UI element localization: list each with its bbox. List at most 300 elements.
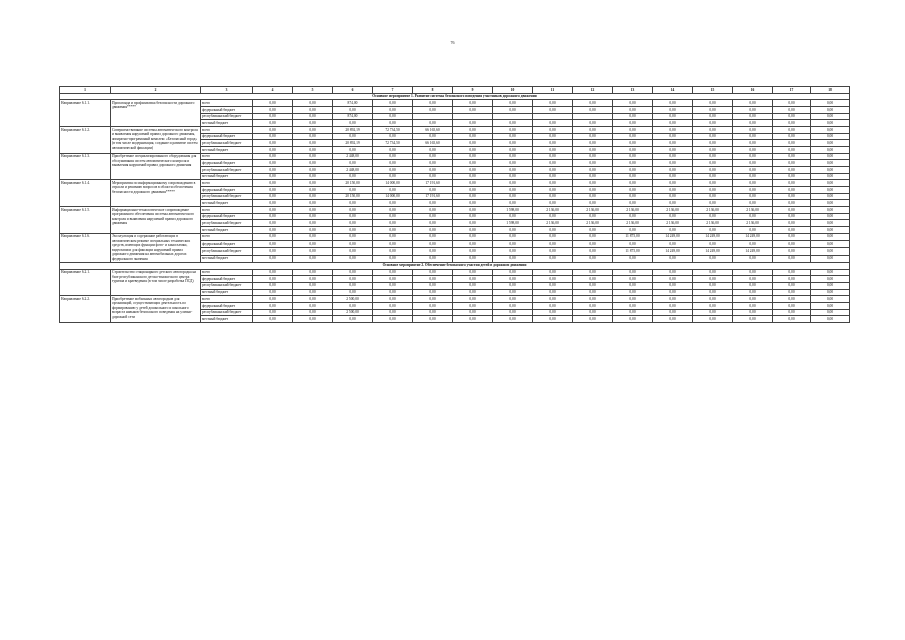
direction-name: Информационно-технологическое сопровождение программного обеспечения системы автоматического контроля и выявления нарушений правил дорожного движения — [111, 207, 201, 234]
value-cell: 0,00 — [253, 276, 293, 283]
value-cell: 0,00 — [693, 180, 733, 187]
value-cell: 0,00 — [493, 133, 533, 140]
value-cell: 0,00 — [733, 187, 773, 194]
value-cell: 0,00 — [373, 187, 413, 194]
value-cell: 0,00 — [333, 282, 373, 289]
value-cell: 0,00 — [613, 302, 653, 309]
value-cell: 0,00 — [413, 173, 453, 180]
column-header: 10 — [493, 87, 533, 94]
value-cell: 0,00 — [493, 180, 533, 187]
value-cell: 0,00 — [693, 147, 733, 154]
value-cell: 0,00 — [373, 220, 413, 227]
value-cell: 0,00 — [293, 113, 333, 120]
value-cell: 2 136,00 — [533, 220, 573, 227]
value-cell: 0,00 — [693, 213, 733, 220]
value-cell: 0,00 — [253, 127, 293, 134]
value-cell: 0,00 — [773, 213, 811, 220]
value-cell: 20 150,00 — [333, 193, 373, 200]
value-cell: 0,00 — [413, 187, 453, 194]
value-cell: 0,00 — [811, 213, 850, 220]
value-cell: 0,00 — [453, 269, 493, 276]
value-cell: 0,00 — [811, 120, 850, 127]
value-cell: 0,00 — [733, 276, 773, 283]
value-cell: 2 136,00 — [613, 207, 653, 214]
value-cell: 0,00 — [293, 133, 333, 140]
value-cell: 0,00 — [413, 233, 453, 240]
value-cell: 0,00 — [453, 133, 493, 140]
column-header: 12 — [573, 87, 613, 94]
value-cell: 0,00 — [533, 316, 573, 323]
value-cell: 0,00 — [653, 167, 693, 174]
value-cell: 0,00 — [293, 248, 333, 255]
value-cell: 0,00 — [693, 255, 733, 262]
table-row — [60, 127, 850, 134]
value-cell: 0,00 — [493, 147, 533, 154]
value-cell: 17 191,60 — [413, 180, 453, 187]
funding-source: всего — [201, 269, 253, 276]
value-cell: 0,00 — [253, 173, 293, 180]
value-cell: 0,00 — [613, 316, 653, 323]
value-cell: 0,00 — [293, 309, 333, 316]
value-cell: 0,00 — [493, 309, 533, 316]
value-cell: 0,00 — [253, 107, 293, 114]
funding-source: федеральный бюджет — [201, 276, 253, 283]
value-cell: 2 136,00 — [733, 220, 773, 227]
value-cell: 0,00 — [613, 276, 653, 283]
value-cell: 0,00 — [293, 316, 333, 323]
value-cell: 0,00 — [533, 193, 573, 200]
value-cell: 0,00 — [493, 296, 533, 303]
value-cell: 0,00 — [733, 173, 773, 180]
value-cell: 0,00 — [613, 100, 653, 107]
value-cell: 0,00 — [253, 227, 293, 234]
value-cell: 0,00 — [693, 113, 733, 120]
value-cell: 14 249,00 — [693, 248, 733, 255]
direction-name: Приобретение специализированного оборудования для обслуживания систем автоматического контроля и выявления нарушений правил дорожного движения — [111, 153, 201, 180]
value-cell: 0,00 — [293, 127, 333, 134]
value-cell: 14 249,00 — [693, 233, 733, 240]
funding-source: федеральный бюджет — [201, 241, 253, 248]
value-cell: 0,00 — [533, 140, 573, 147]
value-cell: 0,00 — [373, 309, 413, 316]
value-cell: 0,00 — [653, 241, 693, 248]
direction-name: Мероприятия по информационному сопровождению в отрасли и решению вопросов в области обеспечения безопасности дорожного движения***** — [111, 180, 201, 207]
value-cell: 0,00 — [333, 213, 373, 220]
value-cell: 0,00 — [733, 241, 773, 248]
value-cell — [493, 113, 533, 120]
value-cell: 0,00 — [573, 255, 613, 262]
value-cell: 0,00 — [293, 233, 333, 240]
value-cell: 0,00 — [653, 227, 693, 234]
value-cell: 0,00 — [533, 302, 573, 309]
value-cell: 0,00 — [533, 147, 573, 154]
direction-code: Направление 6.2.1. — [60, 269, 111, 296]
value-cell: 0,00 — [811, 255, 850, 262]
value-cell: 0,00 — [493, 227, 533, 234]
value-cell: 0,00 — [373, 153, 413, 160]
value-cell: 0,00 — [413, 309, 453, 316]
value-cell: 0,00 — [811, 276, 850, 283]
value-cell: 14 249,00 — [733, 233, 773, 240]
value-cell: 14 249,00 — [733, 248, 773, 255]
value-cell: 0,00 — [573, 120, 613, 127]
value-cell: 0,00 — [293, 220, 333, 227]
value-cell: 0,00 — [453, 276, 493, 283]
value-cell: 0,00 — [733, 309, 773, 316]
value-cell: 0,00 — [811, 296, 850, 303]
value-cell: 0,00 — [373, 207, 413, 214]
value-cell: 2 136,00 — [573, 220, 613, 227]
value-cell: 0,00 — [453, 255, 493, 262]
funding-source: федеральный бюджет — [201, 187, 253, 194]
value-cell: 0,00 — [773, 241, 811, 248]
value-cell: 1 598,00 — [493, 220, 533, 227]
funding-source: федеральный бюджет — [201, 160, 253, 167]
value-cell: 0,00 — [453, 241, 493, 248]
value-cell: 0,00 — [653, 213, 693, 220]
value-cell: 0,00 — [811, 113, 850, 120]
value-cell: 0,00 — [253, 153, 293, 160]
value-cell: 0,00 — [573, 153, 613, 160]
value-cell: 0,00 — [453, 220, 493, 227]
value-cell: 2 136,00 — [653, 207, 693, 214]
value-cell: 0,00 — [253, 289, 293, 296]
value-cell: 0,00 — [333, 255, 373, 262]
table-row — [60, 180, 850, 187]
value-cell: 0,00 — [733, 269, 773, 276]
value-cell: 0,00 — [811, 220, 850, 227]
value-cell: 0,00 — [413, 120, 453, 127]
value-cell: 0,00 — [613, 296, 653, 303]
value-cell: 0,00 — [811, 241, 850, 248]
value-cell: 0,00 — [811, 248, 850, 255]
value-cell: 0,00 — [253, 282, 293, 289]
value-cell: 0,00 — [773, 207, 811, 214]
value-cell: 0,00 — [333, 107, 373, 114]
value-cell: 2 136,00 — [693, 220, 733, 227]
value-cell: 0,00 — [333, 147, 373, 154]
value-cell: 0,00 — [653, 160, 693, 167]
value-cell: 0,00 — [373, 316, 413, 323]
column-header: 14 — [653, 87, 693, 94]
value-cell: 0,00 — [293, 107, 333, 114]
value-cell: 0,00 — [333, 207, 373, 214]
value-cell: 0,00 — [453, 233, 493, 240]
value-cell: 0,00 — [773, 187, 811, 194]
value-cell: 0,00 — [253, 147, 293, 154]
value-cell: 0,00 — [413, 153, 453, 160]
value-cell: 0,00 — [293, 173, 333, 180]
direction-name: Строительство стационарного детского автогородка на базе республиканского детско-юношеского центра туризма и краеведения (в том числе разработка ПСД) — [111, 269, 201, 296]
value-cell: 0,00 — [333, 173, 373, 180]
value-cell: 0,00 — [493, 153, 533, 160]
value-cell: 0,00 — [253, 193, 293, 200]
value-cell: 0,00 — [413, 289, 453, 296]
value-cell: 0,00 — [653, 316, 693, 323]
value-cell: 0,00 — [413, 241, 453, 248]
value-cell: 0,00 — [453, 282, 493, 289]
value-cell: 0,00 — [453, 187, 493, 194]
value-cell: 0,00 — [493, 167, 533, 174]
value-cell: 0,00 — [293, 120, 333, 127]
value-cell: 0,00 — [533, 309, 573, 316]
value-cell: 0,00 — [253, 213, 293, 220]
value-cell: 0,00 — [653, 269, 693, 276]
value-cell: 0,00 — [773, 276, 811, 283]
value-cell: 0,00 — [293, 100, 333, 107]
value-cell: 0,00 — [613, 200, 653, 207]
value-cell: 2 500,00 — [333, 309, 373, 316]
value-cell: 0,00 — [653, 133, 693, 140]
value-cell: 0,00 — [811, 140, 850, 147]
funding-source: всего — [201, 100, 253, 107]
direction-code: Направление 6.1.2. — [60, 127, 111, 154]
funding-source: местный бюджет — [201, 120, 253, 127]
value-cell: 0,00 — [613, 255, 653, 262]
value-cell: 0,00 — [453, 120, 493, 127]
value-cell: 0,00 — [653, 255, 693, 262]
value-cell: 0,00 — [293, 180, 333, 187]
value-cell: 0,00 — [773, 120, 811, 127]
value-cell: 0,00 — [653, 193, 693, 200]
value-cell: 0,00 — [613, 289, 653, 296]
value-cell: 0,00 — [253, 248, 293, 255]
value-cell: 0,00 — [733, 127, 773, 134]
section-title: Основное мероприятие 1. Развитие системы безопасного поведения участников дорожного движения — [60, 93, 850, 100]
column-header: 16 — [733, 87, 773, 94]
value-cell: 0,00 — [533, 107, 573, 114]
value-cell: 0,00 — [693, 187, 733, 194]
value-cell: 0,00 — [573, 167, 613, 174]
funding-source: федеральный бюджет — [201, 107, 253, 114]
value-cell: 0,00 — [533, 127, 573, 134]
value-cell: 0,00 — [373, 233, 413, 240]
value-cell: 20 892,19 — [333, 127, 373, 134]
value-cell — [573, 113, 613, 120]
value-cell: 0,00 — [533, 133, 573, 140]
value-cell: 0,00 — [613, 241, 653, 248]
value-cell: 2 136,00 — [653, 220, 693, 227]
column-header: 7 — [373, 87, 413, 94]
value-cell: 0,00 — [773, 233, 811, 240]
value-cell: 0,00 — [453, 160, 493, 167]
value-cell: 0,00 — [773, 147, 811, 154]
value-cell: 0,00 — [733, 193, 773, 200]
value-cell: 0,00 — [293, 276, 333, 283]
direction-code: Направление 6.1.6. — [60, 233, 111, 262]
value-cell: 0,00 — [533, 173, 573, 180]
value-cell: 2 136,00 — [573, 207, 613, 214]
table-row — [60, 296, 850, 303]
value-cell: 0,00 — [253, 200, 293, 207]
value-cell: 0,00 — [493, 282, 533, 289]
value-cell: 0,00 — [693, 227, 733, 234]
value-cell: 0,00 — [811, 160, 850, 167]
value-cell: 0,00 — [373, 296, 413, 303]
value-cell: 0,00 — [493, 187, 533, 194]
value-cell: 0,00 — [333, 316, 373, 323]
value-cell: 0,00 — [413, 200, 453, 207]
value-cell: 0,00 — [573, 160, 613, 167]
value-cell: 0,00 — [613, 133, 653, 140]
value-cell: 0,00 — [811, 282, 850, 289]
value-cell: 0,00 — [493, 140, 533, 147]
value-cell: 20 892,19 — [333, 140, 373, 147]
value-cell: 0,00 — [413, 276, 453, 283]
value-cell: 0,00 — [533, 200, 573, 207]
funding-source: республиканский бюджет — [201, 309, 253, 316]
value-cell: 0,00 — [693, 160, 733, 167]
value-cell: 0,00 — [373, 213, 413, 220]
value-cell: 20 150,00 — [333, 180, 373, 187]
direction-code: Направление 6.1.3. — [60, 153, 111, 180]
value-cell: 0,00 — [773, 282, 811, 289]
value-cell: 0,00 — [453, 309, 493, 316]
value-cell: 0,00 — [693, 309, 733, 316]
value-cell: 0,00 — [573, 248, 613, 255]
value-cell: 0,00 — [733, 282, 773, 289]
value-cell: 0,00 — [573, 241, 613, 248]
value-cell: 0,00 — [613, 187, 653, 194]
value-cell: 0,00 — [773, 309, 811, 316]
value-cell: 0,00 — [613, 167, 653, 174]
value-cell: 0,00 — [333, 276, 373, 283]
value-cell: 0,00 — [693, 120, 733, 127]
value-cell: 0,00 — [293, 153, 333, 160]
value-cell: 0,00 — [773, 289, 811, 296]
value-cell: 0,00 — [373, 133, 413, 140]
section-title: Основное мероприятие 2. Обеспечение безопасного участия детей в дорожном движении — [60, 262, 850, 269]
value-cell: 66 165,60 — [413, 127, 453, 134]
value-cell: 0,00 — [333, 220, 373, 227]
value-cell: 0,00 — [773, 302, 811, 309]
value-cell: 0,00 — [733, 180, 773, 187]
value-cell: 0,00 — [653, 113, 693, 120]
value-cell: 0,00 — [253, 167, 293, 174]
value-cell: 0,00 — [493, 302, 533, 309]
value-cell: 2 136,00 — [733, 207, 773, 214]
value-cell: 0,00 — [573, 127, 613, 134]
value-cell: 0,00 — [573, 140, 613, 147]
value-cell: 0,00 — [373, 269, 413, 276]
budget-table — [59, 86, 850, 323]
value-cell: 0,00 — [533, 180, 573, 187]
value-cell: 0,00 — [573, 316, 613, 323]
value-cell: 0,00 — [373, 289, 413, 296]
funding-source: местный бюджет — [201, 255, 253, 262]
value-cell: 0,00 — [811, 309, 850, 316]
value-cell: 0,00 — [413, 255, 453, 262]
value-cell: 0,00 — [413, 220, 453, 227]
value-cell: 0,00 — [653, 147, 693, 154]
value-cell: 0,00 — [573, 213, 613, 220]
value-cell: 2 136,00 — [533, 207, 573, 214]
value-cell: 0,00 — [693, 173, 733, 180]
value-cell: 0,00 — [533, 100, 573, 107]
value-cell: 0,00 — [373, 100, 413, 107]
value-cell: 0,00 — [493, 193, 533, 200]
value-cell: 0,00 — [811, 133, 850, 140]
value-cell: 0,00 — [693, 296, 733, 303]
value-cell: 0,00 — [453, 180, 493, 187]
value-cell: 0,00 — [653, 100, 693, 107]
value-cell: 0,00 — [293, 187, 333, 194]
direction-code: Направление 6.2.2. — [60, 296, 111, 323]
value-cell: 0,00 — [693, 302, 733, 309]
value-cell: 0,00 — [573, 107, 613, 114]
value-cell: 0,00 — [573, 187, 613, 194]
value-cell: 0,00 — [811, 187, 850, 194]
value-cell: 0,00 — [811, 227, 850, 234]
value-cell: 0,00 — [293, 207, 333, 214]
value-cell: 0,00 — [773, 133, 811, 140]
table-row — [60, 100, 850, 107]
value-cell: 0,00 — [453, 147, 493, 154]
value-cell: 0,00 — [773, 296, 811, 303]
value-cell: 0,00 — [773, 113, 811, 120]
funding-source: федеральный бюджет — [201, 213, 253, 220]
value-cell: 0,00 — [413, 167, 453, 174]
direction-name: Эксплуатация и содержание работающих в автоматическом режиме специальных технических средств, имеющих функции фото- и киносъемки, видеозаписи для фиксации нарушений правил дорожного движения на автомобильных дорогах федерального значения — [111, 233, 201, 262]
value-cell: 0,00 — [653, 153, 693, 160]
value-cell: 0,00 — [373, 147, 413, 154]
value-cell: 874,00 — [333, 100, 373, 107]
value-cell: 0,00 — [693, 200, 733, 207]
column-header: 1 — [60, 87, 111, 94]
table-row — [60, 207, 850, 214]
value-cell: 0,00 — [773, 200, 811, 207]
funding-source: всего — [201, 127, 253, 134]
value-cell: 0,00 — [733, 302, 773, 309]
value-cell: 2 448,00 — [333, 167, 373, 174]
value-cell: 0,00 — [373, 107, 413, 114]
value-cell: 0,00 — [373, 200, 413, 207]
value-cell: 0,00 — [773, 316, 811, 323]
section-row — [60, 93, 850, 100]
value-cell: 0,00 — [253, 100, 293, 107]
value-cell: 0,00 — [653, 140, 693, 147]
value-cell: 0,00 — [253, 296, 293, 303]
value-cell: 0,00 — [253, 309, 293, 316]
value-cell: 0,00 — [811, 107, 850, 114]
value-cell: 0,00 — [773, 173, 811, 180]
value-cell: 0,00 — [413, 248, 453, 255]
value-cell: 0,00 — [613, 193, 653, 200]
value-cell: 0,00 — [413, 302, 453, 309]
column-header: 4 — [253, 87, 293, 94]
value-cell: 0,00 — [613, 107, 653, 114]
value-cell: 0,00 — [811, 269, 850, 276]
value-cell: 0,00 — [293, 167, 333, 174]
column-header: 5 — [293, 87, 333, 94]
value-cell: 0,00 — [493, 248, 533, 255]
value-cell: 2 448,00 — [333, 153, 373, 160]
value-cell: 0,00 — [253, 187, 293, 194]
value-cell: 0,00 — [333, 133, 373, 140]
page-number: 76 — [450, 40, 455, 45]
value-cell: 0,00 — [573, 200, 613, 207]
value-cell: 0,00 — [773, 140, 811, 147]
table-row — [60, 269, 850, 276]
value-cell: 0,00 — [733, 160, 773, 167]
column-header: 11 — [533, 87, 573, 94]
value-cell: 0,00 — [253, 255, 293, 262]
funding-source: местный бюджет — [201, 227, 253, 234]
value-cell: 0,00 — [373, 241, 413, 248]
value-cell: 0,00 — [773, 100, 811, 107]
value-cell: 0,00 — [573, 227, 613, 234]
value-cell — [533, 113, 573, 120]
